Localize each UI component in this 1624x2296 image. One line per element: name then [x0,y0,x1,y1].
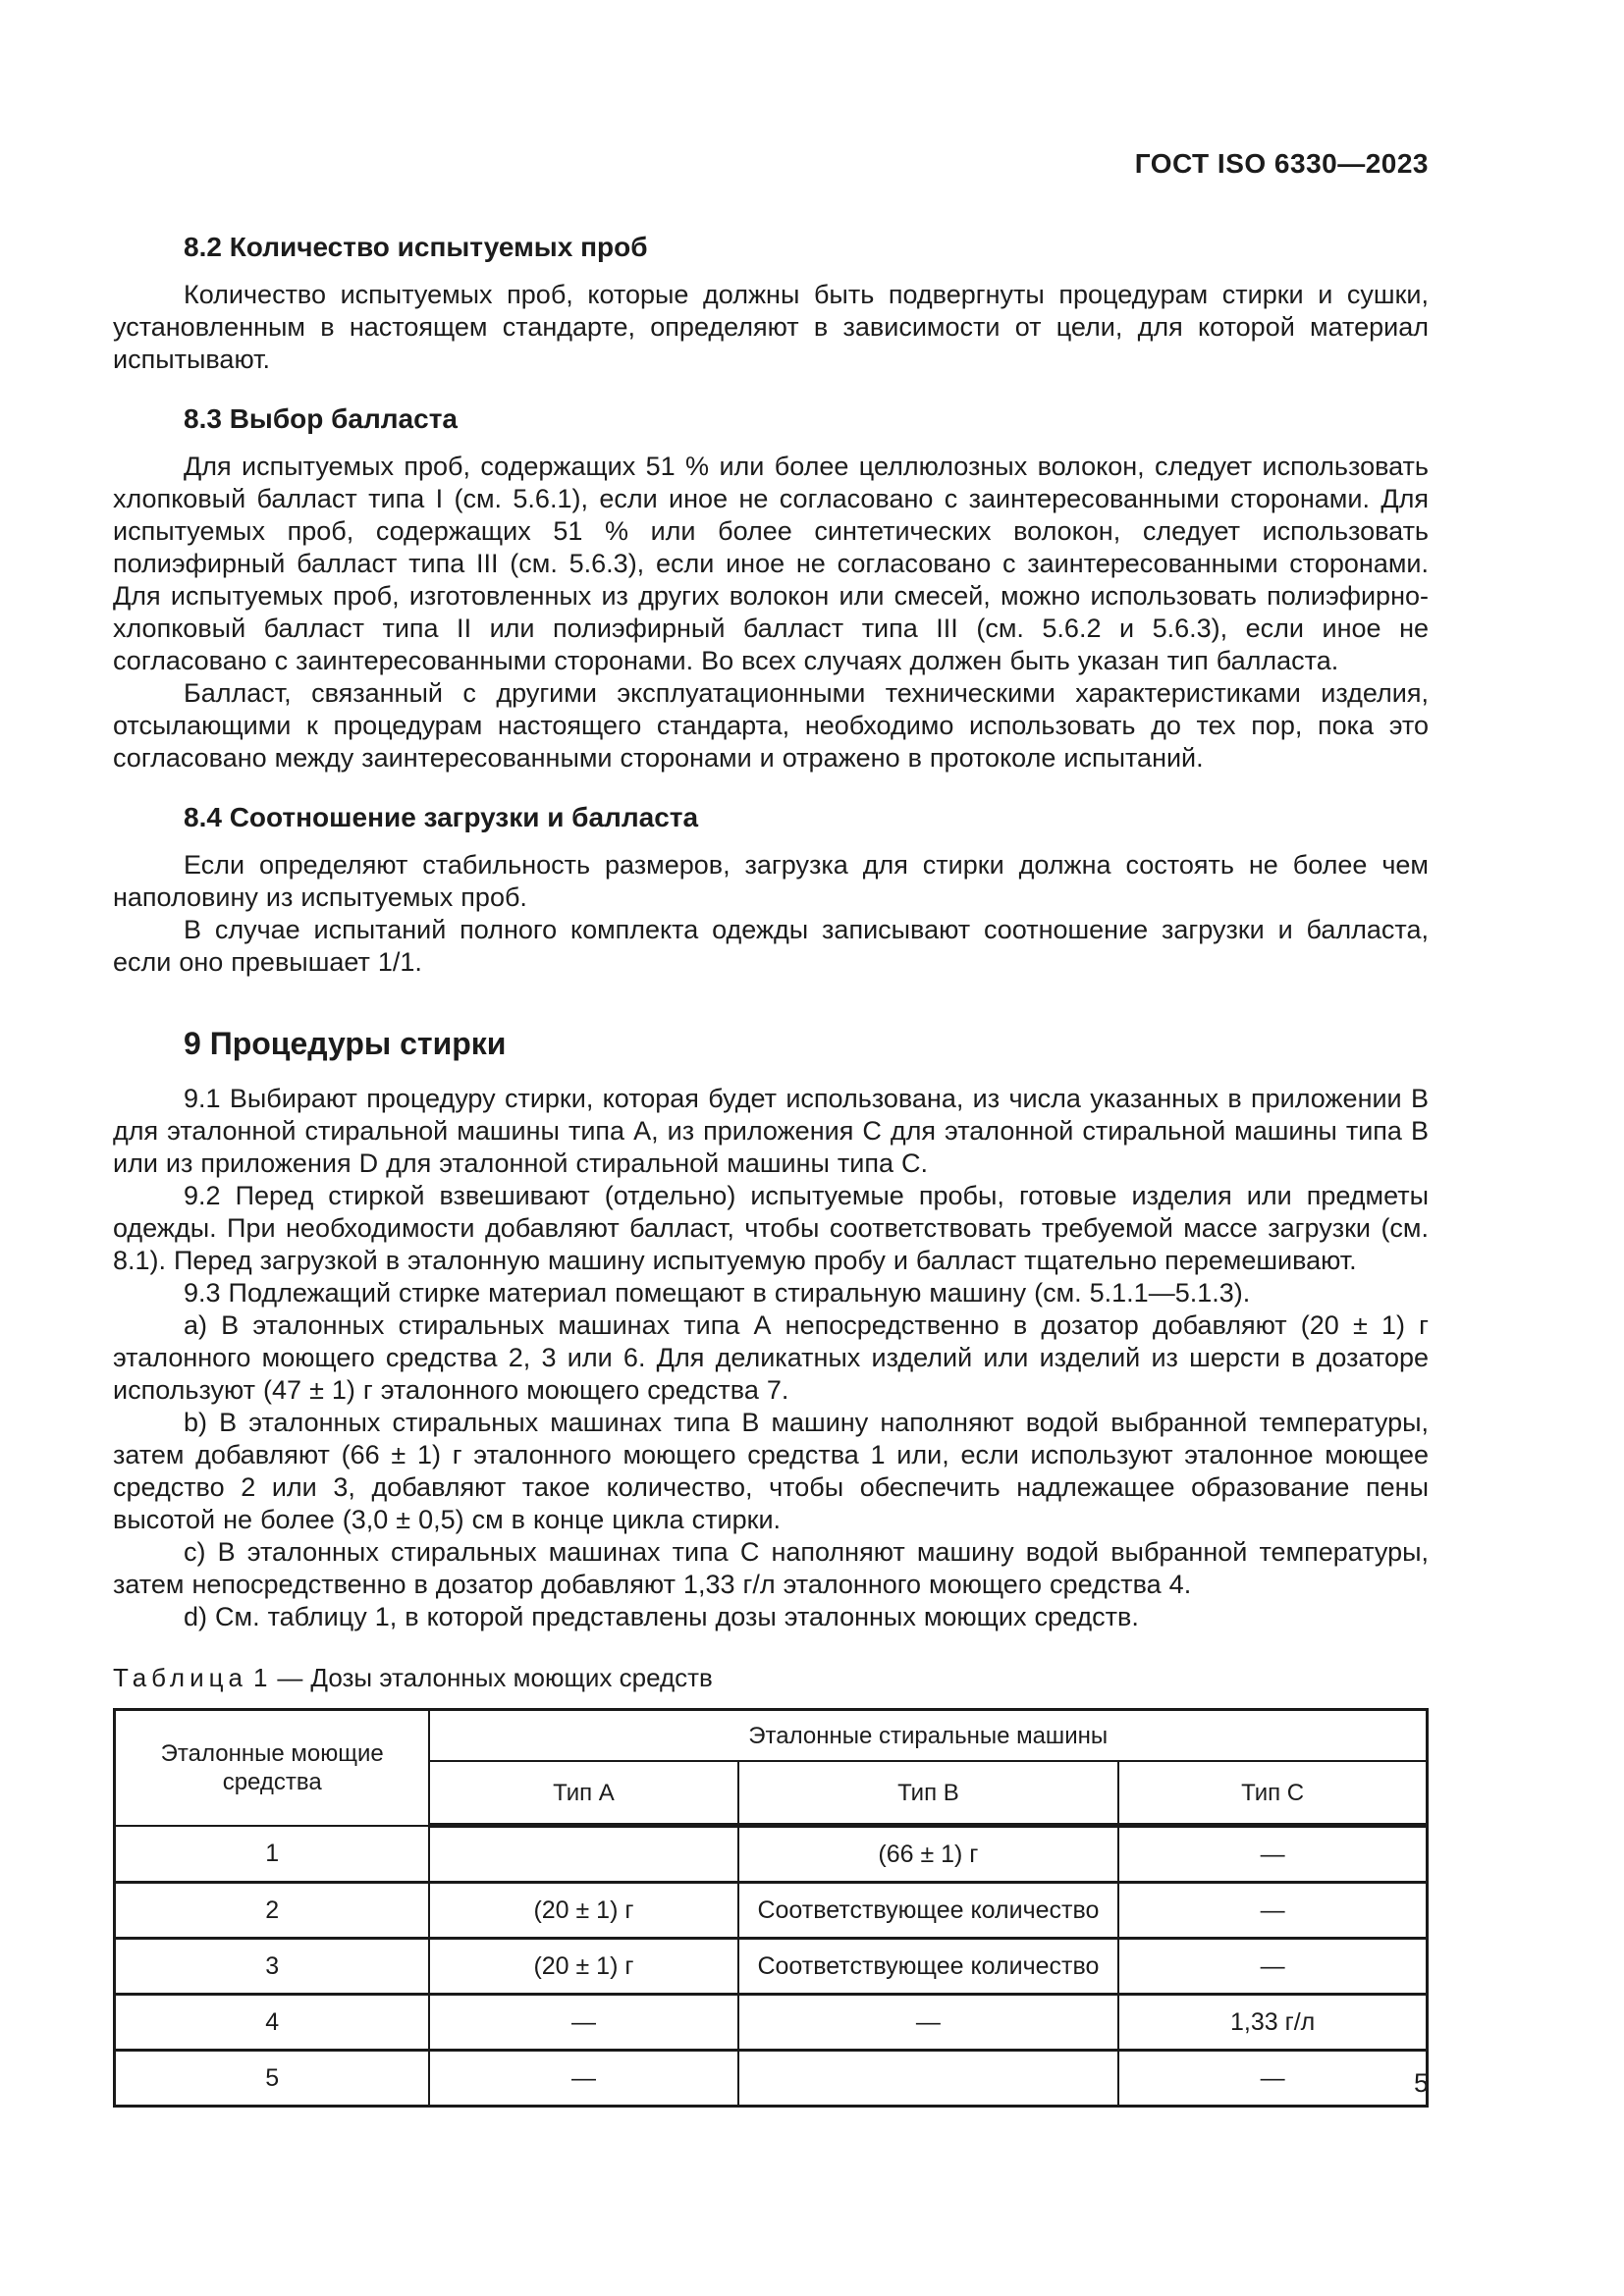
column-header-type-b: Тип В [738,1761,1119,1826]
paragraph-9-3: 9.3 Подлежащий стирке материал помещают в стиральную машину (см. 5.1.1—5.1.3). [184,1278,1251,1308]
table-detergent-doses [113,1708,1429,2108]
table-row [115,1826,1428,1883]
paragraph-8-4-2: В случае испытаний полного комплекта одежды записывают соотношение загрузки и балласта, если оно превышает 1/1. [113,915,1429,977]
table-cell: — [1118,2051,1427,2107]
paragraph-8-3-2: Балласт, связанный с другими эксплуатационными техническими характеристиками изделия, отсылающими к процедурам настоящего стандарта, необходимо использовать до тех пор, пока это согласовано между заинтересованными сторонами и отражено в протоколе испытаний. [113,678,1429,773]
table-cell: (66 ± 1) г [738,1826,1119,1883]
table-caption-number: 1 [252,1663,268,1692]
table-caption-title: Дозы эталонных моющих средств [310,1663,713,1692]
section-heading-9: 9 Процедуры стирки [184,1026,507,1061]
table-caption-word: Таблица [113,1663,247,1692]
table-header-row-1 [115,1710,1428,1762]
table-row [115,1995,1428,2051]
table-caption [113,1661,1429,1694]
paragraph-8-3-1: Для испытуемых проб, содержащих 51 % или более целлюлозных волокон, следует использовать хлопковый балласт типа I (см. 5.6.1), если иное не согласовано с заинтересованными сторонами. Для испытуемых проб, содержащих 51 % или более синтетических волокон, следует использовать полиэфирный балласт типа III (см. 5.6.3), если иное не согласовано с заинтересованными сторонами. Для испытуемых проб, изготовленных из других волокон или смесей, можно использовать полиэфирно-хлопковый балласт типа II или полиэфирный балласт типа III (см. 5.6.2 и 5.6.3), если иное не согласовано с заинтересованными сторонами. Во всех случаях должен быть указан тип балласта. [113,452,1429,675]
table-cell: — [1118,1826,1427,1883]
paragraph-8-2-1: Количество испытуемых проб, которые должны быть подвергнуты процедурам стирки и сушки, установленным в настоящем стандарте, определяют в зависимости от цели, для которой материал испытывают. [113,280,1429,374]
table-cell [738,2051,1119,2107]
list-item-a: a) В эталонных стиральных машинах типа А непосредственно в дозатор добавляют (20 ± 1) г эталонного моющего средства 2, 3 или 6. Для деликатных изделий или изделий из шерсти в дозаторе используют (47 ± 1) г эталонного моющего средства 7. [113,1310,1429,1405]
paragraph-9-1: 9.1 Выбирают процедуру стирки, которая будет использована, из числа указанных в приложении В для эталонной стиральной машины типа А, из приложения С для эталонной стиральной машины типа В или из приложения D для эталонной стиральной машины типа С. [113,1084,1429,1178]
list-item-c: c) В эталонных стиральных машинах типа С наполняют машину водой выбранной температуры, затем непосредственно в дозатор добавляют 1,33 г/л эталонного моющего средства 4. [113,1537,1429,1599]
table-cell: 5 [115,2051,430,2107]
table-cell: — [738,1995,1119,2051]
table-caption-dash: — [277,1663,303,1692]
table-cell: 3 [115,1939,430,1995]
paragraph-9-2: 9.2 Перед стиркой взвешивают (отдельно) испытуемые пробы, готовые изделия или предметы одежды. При необходимости добавляют балласт, чтобы соответствовать требуемой массе загрузки (см. 8.1). Перед загрузкой в эталонную машину испытуемую пробу и балласт тщательно перемешивают. [113,1181,1429,1275]
table-cell: 1,33 г/л [1118,1995,1427,2051]
page-content [113,0,1429,2108]
column-header-type-c: Тип С [1118,1761,1427,1826]
table-cell: 2 [115,1883,430,1939]
table-cell: — [1118,1939,1427,1995]
table-cell: 1 [115,1826,430,1883]
column-header-type-a: Тип А [429,1761,737,1826]
table-cell: Соответствующее количество [738,1939,1119,1995]
table-cell [429,1826,737,1883]
section-heading-8-4: 8.4 Соотношение загрузки и балласта [184,802,699,832]
table-cell: — [429,2051,737,2107]
list-item-b: b) В эталонных стиральных машинах типа В машину наполняют водой выбранной температуры, затем добавляют (66 ± 1) г эталонного моющего средства 1 или, если используют эталонное моющее средство 2 или 3, добавляют такое количество, чтобы обеспечить надлежащее образование пены высотой не более (3,0 ± 0,5) см в конце цикла стирки. [113,1408,1429,1534]
table-cell: (20 ± 1) г [429,1939,737,1995]
stub-column-header: Эталонные моющие средства [115,1710,430,1826]
table-cell: — [429,1995,737,2051]
table-row [115,2051,1428,2107]
group-column-header: Эталонные стиральные машины [429,1710,1427,1762]
section-heading-8-2: 8.2 Количество испытуемых проб [184,232,648,262]
table-cell: 4 [115,1995,430,2051]
table-cell: — [1118,1883,1427,1939]
section-heading-8-3: 8.3 Выбор балласта [184,403,458,434]
table-cell: Соответствующее количество [738,1883,1119,1939]
document-code: ГОСТ ISO 6330—2023 [1134,148,1429,179]
page-number: 5 [1413,2068,1429,2098]
table-row [115,1883,1428,1939]
table-cell: (20 ± 1) г [429,1883,737,1939]
list-item-d: d) См. таблицу 1, в которой представлены дозы эталонных моющих средств. [184,1602,1139,1631]
table-row [115,1939,1428,1995]
paragraph-8-4-1: Если определяют стабильность размеров, загрузка для стирки должна состоять не более чем наполовину из испытуемых проб. [113,850,1429,912]
